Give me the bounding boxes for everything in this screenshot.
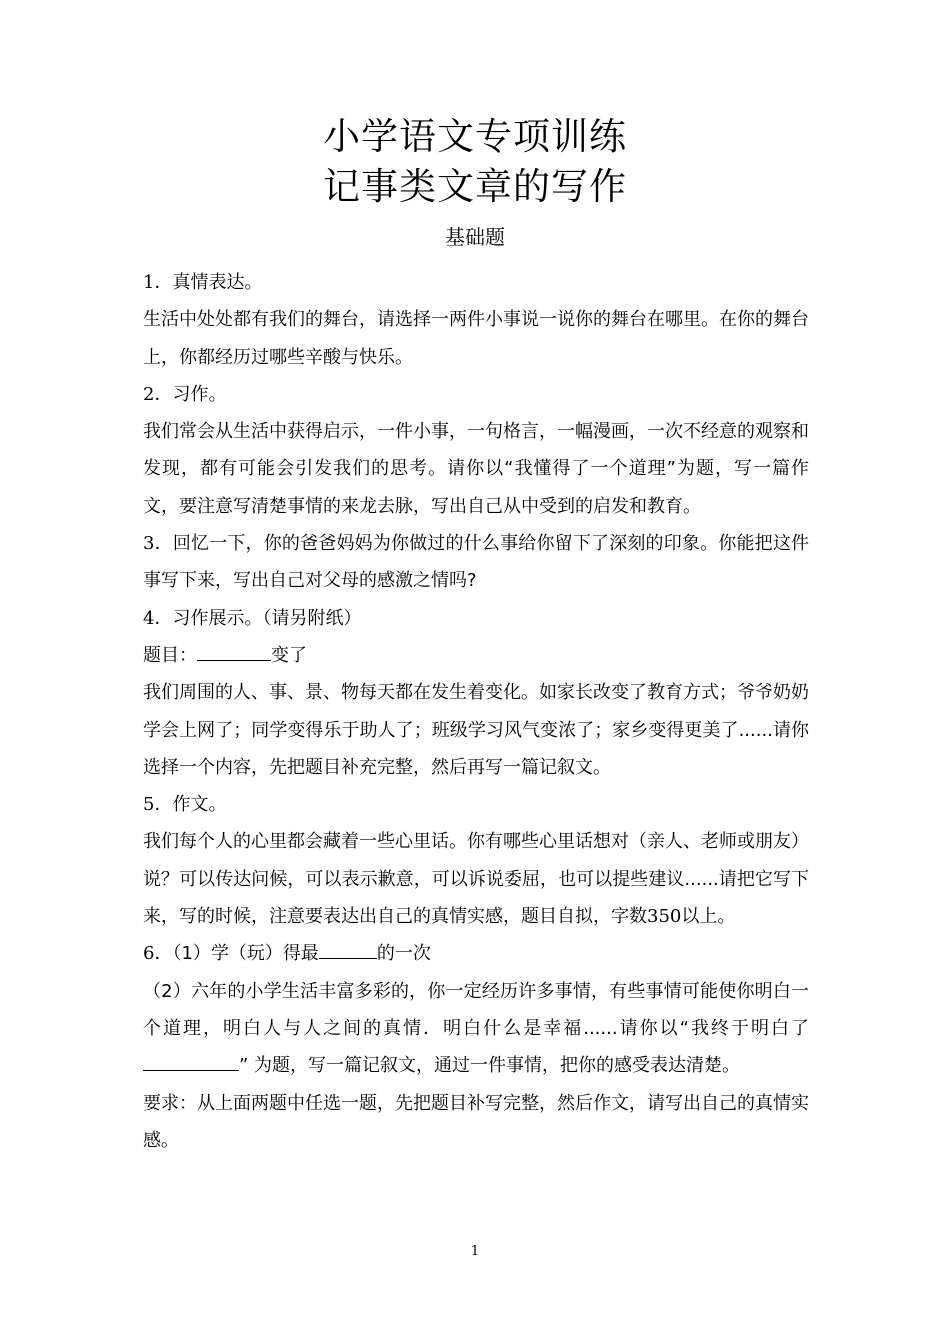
part2-prefix: （2）六年的小学生活丰富多彩的，你一定经历许多事情，有些事情可能使你明白一个道理，明白人与人之间的真情．明白什么是幸福......请你以“我终于明白了: [143, 980, 809, 1039]
section-heading: 基础题: [445, 225, 505, 249]
question-5-body: [143, 823, 809, 935]
part1-suffix: 的一次: [376, 943, 431, 965]
topic-suffix: 变了: [271, 644, 307, 666]
question-6-part1: [143, 935, 809, 972]
question-1-body: 生活中处处都有我们的舞台，请选择一两件小事说一说你的舞台在哪里。在你的舞台上，你都经历过哪些辛酸与快乐。: [143, 309, 809, 368]
topic-prefix: 题目：: [143, 644, 197, 666]
page-number: 1: [470, 1244, 480, 1259]
document-title-line1: 小学语文专项训练: [323, 115, 627, 158]
question-number: 3．: [143, 533, 173, 555]
question-2-body: 我们常会从生活中获得启示，一件小事，一句格言，一幅漫画，一次不经意的观察和发现，都有可能会引发我们的思考。请你以“我懂得了一个道理”为题，写一篇作文，要注意写清楚事情的来龙去脉，写出自己从中受到的启发和教育。: [143, 421, 809, 517]
fill-in-blank[interactable]: [319, 940, 377, 959]
question-heading-text: 习作。: [172, 383, 227, 405]
question-6-requirement: 要求：从上面两题中任选一题，先把题目补写完整，然后作文，请写出自己的真情实感。: [143, 1092, 809, 1151]
fill-in-blank[interactable]: [143, 1052, 239, 1071]
question-1-heading: [143, 264, 809, 301]
part1-prefix: （1）学（玩）得最: [172, 943, 319, 965]
question-4-body: 我们周围的人、事、景、物每天都在发生着变化。如家长改变了教育方式；爷爷奶奶学会上网了；同学变得乐于助人了；班级学习风气变浓了；家乡变得更美了......请你选择一个内容，先把题目补充完整，然后再写一篇记叙文。: [143, 682, 809, 778]
question-body-text: 回忆一下，你的爸爸妈妈为你做过的什么事给你留下了深刻的印象。你能把这件事写下来，写出自己对父母的感激之情吗?: [143, 533, 810, 592]
fill-in-blank[interactable]: [197, 642, 271, 661]
question-5-heading: [143, 786, 809, 823]
question-number: 6．: [143, 943, 173, 965]
body-text: 我们每个人的心里都会藏着一些心里话。你有哪些心里话想对（亲人、老师或朋友）说？可以传达问候，可以表示歉意，可以诉说委屈，也可以提些建议......请把它写下来，写的时候，注意要表达出自己的真情实感，题目自拟，字数: [143, 831, 809, 928]
question-2-heading: [143, 376, 809, 413]
document-title-line2: 记事类文章的写作: [323, 165, 627, 208]
question-heading-text: 习作展示。（请另附纸）: [172, 607, 362, 629]
question-4-topic: [143, 637, 809, 674]
question-list: [143, 264, 809, 1159]
question-number: 5．: [143, 794, 173, 816]
body-text-end: 以上。: [681, 906, 736, 928]
question-number: 4．: [143, 607, 173, 629]
word-count: 350: [647, 906, 682, 928]
part2-suffix: ” 为题，写一篇记叙文，通过一件事情，把你的感受表达清楚。: [239, 1055, 741, 1077]
question-number: 2．: [143, 383, 173, 405]
question-3: [143, 525, 809, 600]
question-number: 1．: [143, 272, 173, 293]
question-4-heading: [143, 600, 809, 637]
question-6-part2: [143, 973, 809, 1085]
question-heading-text: 真情表达。: [172, 272, 263, 293]
question-heading-text: 作文。: [172, 794, 227, 816]
